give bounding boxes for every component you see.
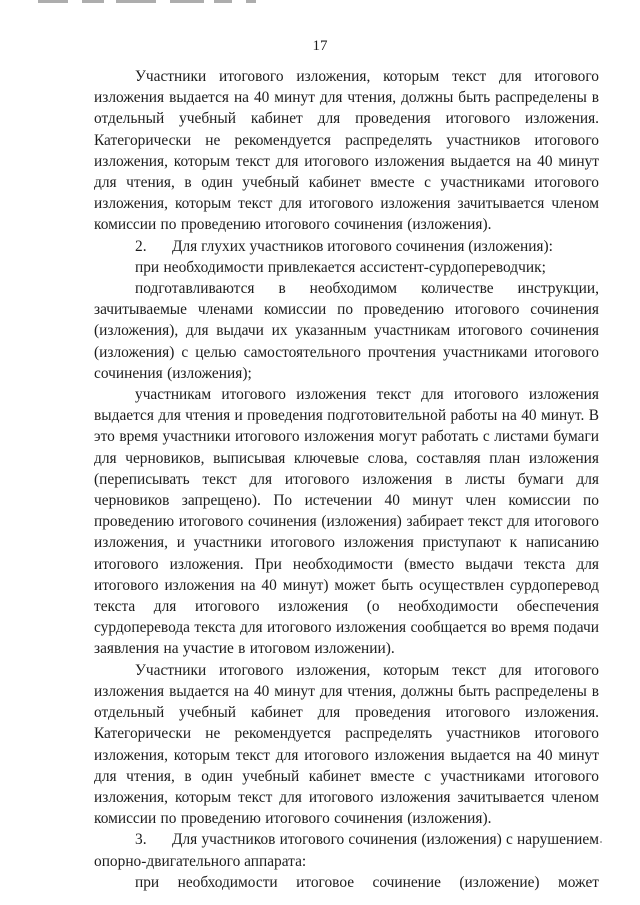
paragraph: участникам итогового изложения текст для итогового изложения выдается для чтения и проведения подготовительной работы на 40 минут. В это время участники итогового изложения могут работать с листами бумаги для черновиков, выписывая ключевые слова, составляя план изложения (переписывать текст для итогового изложения в листы бумаги для черновиков запрещено). По истечении 40 минут член комиссии по проведению итогового сочинения (изложения) забирает текст для итогового изложения, и участники итогового изложения приступают к написанию итогового изложения. При необходимости (вместо выдачи текста для итогового изложения на 40 минут) может быть осуществлен сурдоперевод текста для итогового изложения (о необходимости обеспечения сурдоперевода текста для итогового изложения сообщается во время подачи заявления на участие в итоговом изложении).: [94, 386, 599, 658]
scan-artifact: [214, 0, 232, 3]
page-number: 17: [312, 38, 328, 54]
document-body: [94, 66, 599, 893]
scan-artifact: [82, 0, 104, 3]
scan-dot: [600, 841, 602, 843]
item-number: 3.: [135, 831, 147, 849]
item-text: Для участников итогового сочинения (изложения) с нарушением опорно-двигательного аппарата:: [94, 831, 599, 870]
paragraph: Участники итогового изложения, которым текст для итогового изложения выдается на 40 минут для чтения, должны быть распределены в отдельный учебный кабинет для проведения итогового изложения. Категорически не рекомендуется распределять участников итогового изложения, которым текст для итогового изложения выдается на 40 минут для чтения, в один учебный кабинет вместе с участниками итогового изложения, которым текст для итогового изложения зачитывается членом комиссии по проведению итогового сочинения (изложения).: [94, 68, 599, 234]
paragraph: при необходимости привлекается ассистент-сурдопереводчик;: [135, 258, 546, 276]
scan-artifact: [246, 0, 256, 3]
numbered-item: [94, 829, 599, 871]
paragraph: при необходимости итоговое сочинение (изложение) может: [135, 873, 599, 891]
paragraph: подготавливаются в необходимом количестве инструкции, зачитываемые членами комиссии по проведению итогового сочинения (изложения), для выдачи их указанным участникам итогового сочинения (изложения) с целью самостоятельного прочтения участниками итогового сочинения (изложения);: [94, 280, 599, 382]
item-number: 2.: [135, 237, 147, 255]
scan-artifact: [38, 0, 68, 3]
numbered-item: [94, 236, 599, 257]
item-text: Для глухих участников итогового сочинения (изложения):: [172, 237, 553, 255]
scan-artifact: [116, 0, 156, 3]
paragraph: Участники итогового изложения, которым текст для итогового изложения выдается на 40 минут для чтения, должны быть распределены в отдельный учебный кабинет для проведения итогового изложения. Категорически не рекомендуется распределять участников итогового изложения, которым текст для итогового изложения выдается на 40 минут для чтения, в один учебный кабинет вместе с участниками итогового изложения, которым текст для итогового изложения зачитывается членом комиссии по проведению итогового сочинения (изложения).: [94, 661, 599, 828]
scan-artifact: [170, 0, 204, 3]
